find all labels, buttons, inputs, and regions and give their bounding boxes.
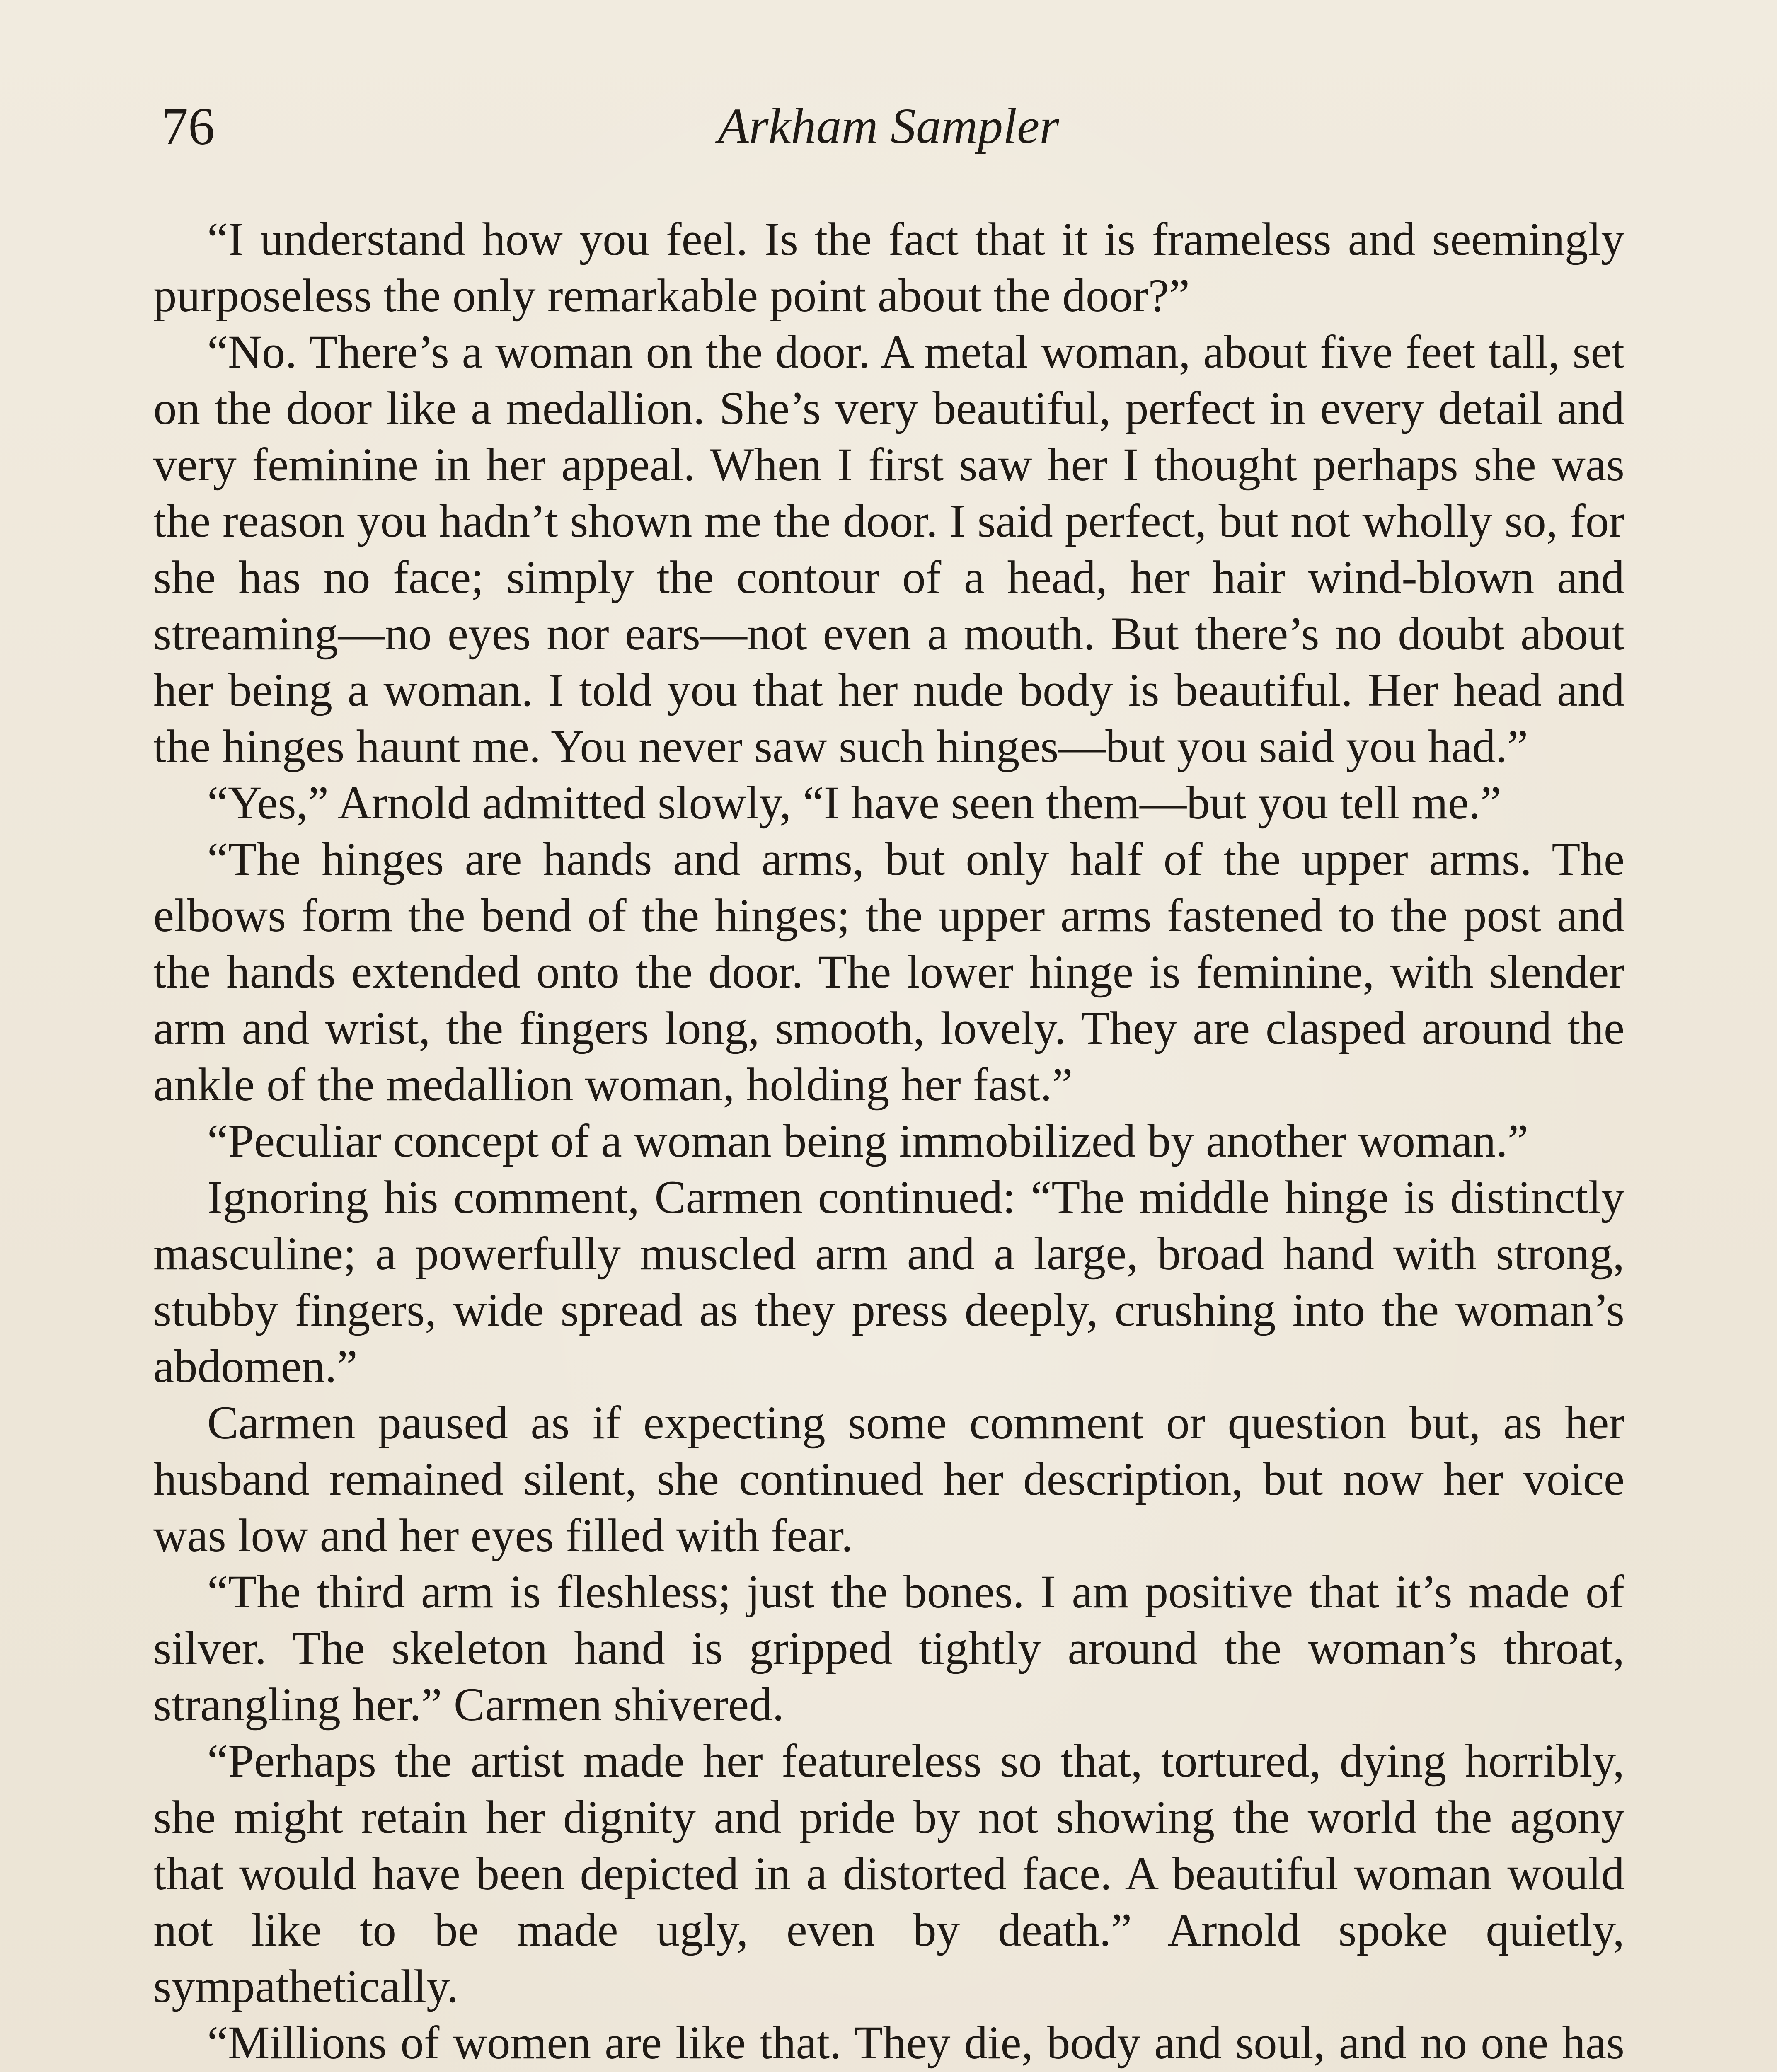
paragraph: “The hinges are hands and arms, but only half of the upper arms. The elbows form the bend of the hinges; the upper arms fastened to the post and the hands extended onto the door. The lower hinge is feminine, with slender arm and wrist, the fingers long, smooth, lovely. They are clasped around the ankle of the medallion woman, holding her fast.” [153, 833, 1624, 1111]
running-title: Arkham Sampler [718, 98, 1059, 154]
paragraph: “No. There’s a woman on the door. A metal woman, about five feet tall, set on the door like a medallion. She’s very beautiful, perfect in every detail and very feminine in her appeal. When I first saw her I thought perhaps she was the reason you hadn’t shown me the door. I said perfect, but not wholly so, for she has no face; simply the contour of a head, her hair wind-blown and streaming—no eyes nor ears—not even a mouth. But there’s no doubt about her being a woman. I told you that her nude body is beautiful. Her head and the hinges haunt me. You never saw such hinges—but you said you had.” [153, 326, 1624, 772]
paragraph: “Yes,” Arnold admitted slowly, “I have seen them—but you tell me.” [207, 777, 1501, 829]
paragraph: “Peculiar concept of a woman being immobilized by another woman.” [207, 1115, 1529, 1167]
paragraph: “Millions of women are like that. They die, body and soul, and no one has [207, 2017, 1624, 2069]
body-text [153, 211, 1624, 2072]
page-number: 76 [162, 97, 215, 156]
paragraph: Ignoring his comment, Carmen continued: “The middle hinge is distinctly masculine; a powerfully muscled arm and a large, broad hand with strong, stubby fingers, wide spread as they press deeply, crushing into the woman’s abdomen.” [153, 1172, 1624, 1392]
paragraph: “The third arm is fleshless; just the bones. I am positive that it’s made of silver. The skeleton hand is gripped tightly around the woman’s throat, strangling her.” Carmen shivered. [153, 1566, 1624, 1731]
paragraph: “I understand how you feel. Is the fact that it is frameless and seemingly purposeless the only remarkable point about the door?” [153, 213, 1624, 322]
page-header [153, 93, 1624, 160]
paragraph: Carmen paused as if expecting some comment or question but, as her husband remained silent, she continued her description, but now her voice was low and her eyes filled with fear. [153, 1397, 1624, 1561]
paragraph: “Perhaps the artist made her featureless so that, tortured, dying horribly, she might retain her dignity and pride by not showing the world the agony that would have been depicted in a distorted face. A beautiful woman would not like to be made ugly, even by death.” Arnold spoke quietly, sympathetically. [153, 1735, 1624, 2012]
